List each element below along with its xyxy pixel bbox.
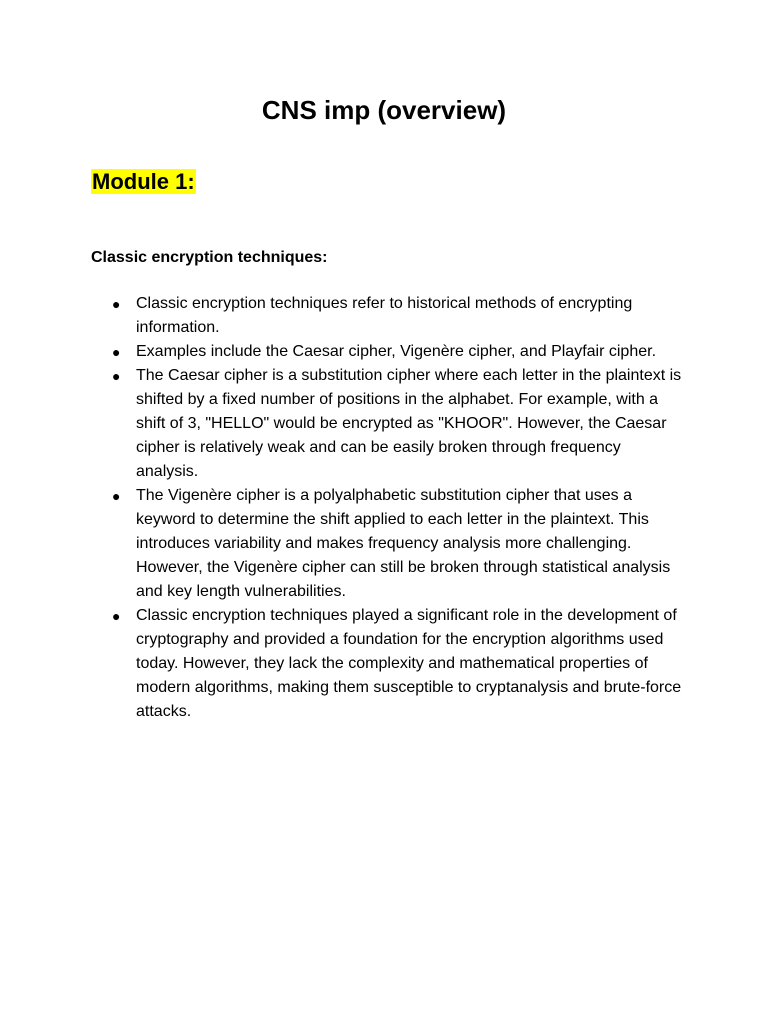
list-item-text: Classic encryption techniques refer to historical methods of encrypting information.: [136, 295, 633, 336]
bullet-icon: ●: [112, 368, 121, 384]
list-item-text: Examples include the Caesar cipher, Vigenère cipher, and Playfair cipher.: [136, 343, 657, 360]
list-item-text: The Caesar cipher is a substitution cipher where each letter in the plaintext is shifted by a fixed number of positions in the alphabet. For example, with a shift of 3, "HELLO" would be encrypted as "KHOOR". However, the Caesar cipher is relatively weak and can be easily broken through frequency analysis.: [136, 367, 682, 480]
bullet-icon: ●: [112, 488, 121, 504]
list-item-text: Classic encryption techniques played a significant role in the development of cryptography and provided a foundation for the encryption algorithms used today. However, they lack the complexity and mathematical properties of modern algorithms, making them susceptible to cryptanalysis and brute-force attacks.: [136, 607, 682, 720]
list-item: [0, 604, 682, 724]
section-heading: Classic encryption techniques:: [91, 249, 328, 266]
bullet-icon: ●: [112, 608, 121, 624]
list-item: [0, 340, 682, 364]
bullet-icon: ●: [112, 344, 121, 360]
list-item: [0, 292, 682, 340]
bullet-icon: ●: [112, 296, 121, 312]
module-heading: [91, 167, 196, 197]
document-title: CNS imp (overview): [261, 95, 507, 125]
list-item: [0, 364, 682, 484]
list-item: [0, 484, 682, 604]
module-heading-highlight: Module 1:: [92, 169, 195, 194]
list-item-text: The Vigenère cipher is a polyalphabetic substitution cipher that uses a keyword to determine the shift applied to each letter in the plaintext. This introduces variability and makes frequency analysis more challenging. However, the Vigenère cipher can still be broken through statistical analysis and key length vulnerabilities.: [136, 487, 671, 600]
bullet-list: [0, 292, 768, 724]
